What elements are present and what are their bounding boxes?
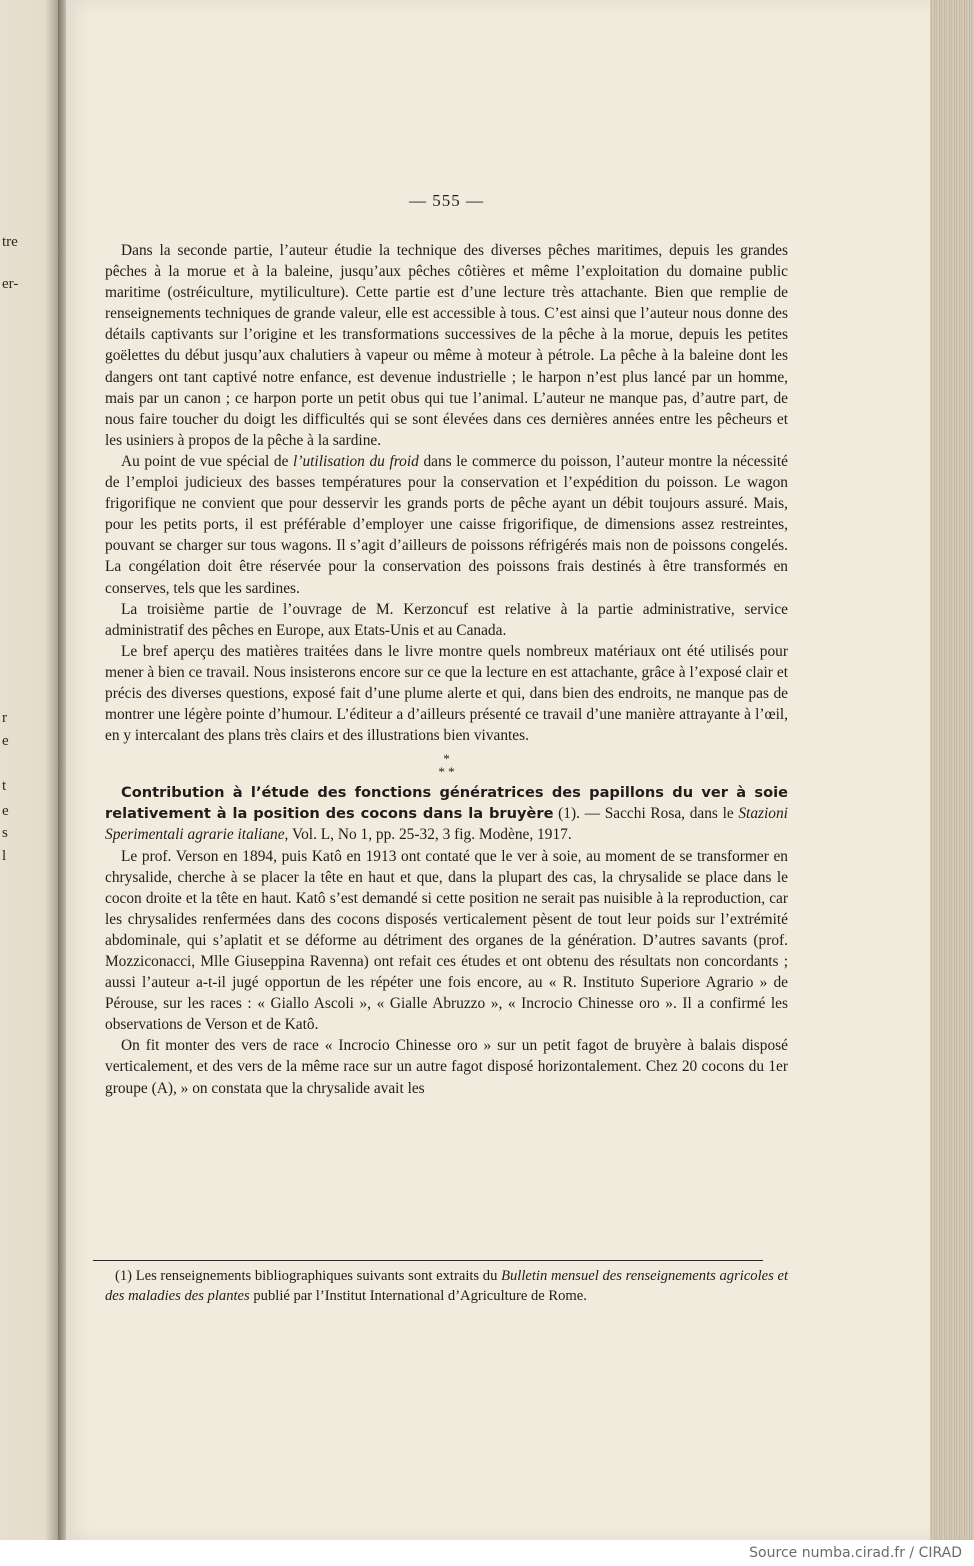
article-author: — Sacchi Rosa, dans le	[579, 805, 734, 823]
paragraph: On fit monter des vers de race « Incrocio Chinesse oro » sur un petit fagot de bruyère à balais disposé verticalement, et des vers de la même race sur un autre fagot disposé horizontalement. Chez 20 cocons du 1er groupe (A), » on constata que la chrysalide avait les	[105, 1037, 788, 1097]
margin-fragment: e	[2, 803, 9, 819]
body-text	[105, 240, 788, 1099]
source-credit: Source numba.cirad.fr / CIRAD	[749, 1545, 962, 1561]
footnote-rule	[93, 1260, 763, 1261]
footnote-tail: publié par l’Institut International d’Agriculture de Rome.	[253, 1288, 587, 1304]
paragraph-rest: dans le commerce du poisson, l’auteur montre la nécessité de l’emploi judicieux des basses températures pour la conservation et l’expédition du poisson. Le wagon frigorifique ne convient que pour desservir les grands ports de pêche ayant un débit toujours assuré. Mais, pour les petits ports, il est préférable d’employer une caisse frigorifique, de dimensions assez restreintes, pouvant se charger sur tous wagons. Il s’agit d’ailleurs de poissons réfrigérés mais non de poissons congelés. La congélation doit être réservée pour la conservation des poissons frais destinés à être transformés en conserves, tels que les sardines.	[105, 452, 788, 597]
margin-fragment: l	[2, 848, 7, 864]
margin-fragment: tre	[2, 234, 18, 250]
paragraph: Le bref aperçu des matières traitées dans le livre montre quels nombreux matériaux ont été utilisés pour mener à bien ce travail. Nous insisterons encore sur ce que la lecture en est attachante, grâce à l’exposé clair et précis des diverses questions, exposé fait d’une plume alerte et qui, dans bien des endroits, ne manque pas de montrer une légère pointe d’humour. L’éditeur a d’ailleurs présenté ce travail d’une manière attrayante à l’œil, en y intercalant des plans très clairs et des illustrations bien vivantes.	[105, 642, 788, 745]
footnote-ref: (1).	[558, 805, 580, 823]
left-page-edge	[0, 0, 64, 1540]
margin-fragment: er-	[2, 276, 19, 292]
paragraph: La troisième partie de l’ouvrage de M. Kerzoncuf est relative à la partie administrative, service administratif des pêches en Europe, aux Etats-Unis et au Canada.	[105, 600, 788, 639]
footnote-lead: (1) Les renseignements bibliographiques suivants sont extraits du	[115, 1268, 498, 1284]
paragraph	[105, 451, 788, 599]
margin-fragment: e	[2, 733, 9, 749]
margin-fragment: s	[2, 825, 8, 841]
article-title: Contribution à l’étude des fonctions génératrices des papillons du ver à soie relativement à la position des cocons dans la bruyère	[105, 784, 788, 823]
separator-star: *	[443, 751, 450, 767]
footnote-title: Bulletin mensuel des renseignements agricoles et des maladies des plantes	[105, 1268, 789, 1304]
paragraph: Dans la seconde partie, l’auteur étudie la technique des diverses pêches maritimes, depuis les grandes pêches à la morue et à la baleine, jusqu’aux pêches côtières et même l’exploitation du domaine public maritime (ostréiculture, mytiliculture). Cette partie est d’une lecture très attachante. Bien que remplie de renseignements techniques de grande valeur, elle est accessible à tous. C’est ainsi que l’auteur nous donne des détails captivants sur l’origine et les transformations successives de la pêche à la morue, depuis les petites goëlettes du début jusqu’aux chalutiers à vapeur ou même à moteur à pétrole. La pêche à la baleine dont les dangers ont tant captivé notre enfance, est devenue industrielle ; le harpon n’est plus lancé par un homme, mais par un canon ; ce harpon porte un petit obus qui tue l’animal. L’auteur ne manque pas, d’autre part, de nous faire toucher du doigt les difficultés qui se sont élevées dans ces dernières années entre les pêcheurs et les usiniers à propos de la pêche à la sardine.	[105, 242, 788, 449]
paragraph-lead: Au point de vue spécial de	[121, 452, 289, 470]
footnote	[105, 1266, 788, 1306]
article-journal: Stazioni Sperimentali agrarie italiane	[105, 805, 788, 844]
page-edges	[930, 0, 974, 1540]
section-separator	[105, 752, 788, 778]
page-number: — 555 —	[409, 191, 484, 210]
article-citation: , Vol. L, No 1, pp. 25-32, 3 fig. Modène, 1917.	[284, 826, 572, 844]
article-heading	[105, 782, 788, 845]
paragraph: Le prof. Verson en 1894, puis Katô en 1913 ont contaté que le ver à soie, au moment de se transformer en chrysalide, cherche à se placer la tête en haut et que, dans la plupart des cas, la chrysalide se place dans le cocon droite et la tête en haut. Katô s’est demandé si cette position ne serait pas nuisible à la reproduction, car les chrysalides renfermées dans des cocons disposés verticalement pèsent de tout leur poids sur l’extrémité abdominale, qui s’aplatit et se déforme au détriment des organes de la génération. D’autres savants (prof. Mozziconacci, Mlle Giuseppina Ravenna) ont refait ces études et ont obtenu des résultats non concordants ; aussi l’auteur a-t-il jugé opportun de les répéter une fois encore, au « R. Instituto Superiore Agrario » de Pérouse, sur les races : « Giallo Ascoli », « Gialle Abruzzo », « Incrocio Chinesse oro ». Il a confirmé les observations de Verson et de Katô.	[105, 847, 788, 1034]
italic-phrase: l’utilisation du froid	[293, 452, 419, 470]
separator-stars: * *	[438, 764, 455, 780]
margin-fragment: r	[2, 710, 7, 726]
margin-fragment: t	[2, 778, 7, 794]
